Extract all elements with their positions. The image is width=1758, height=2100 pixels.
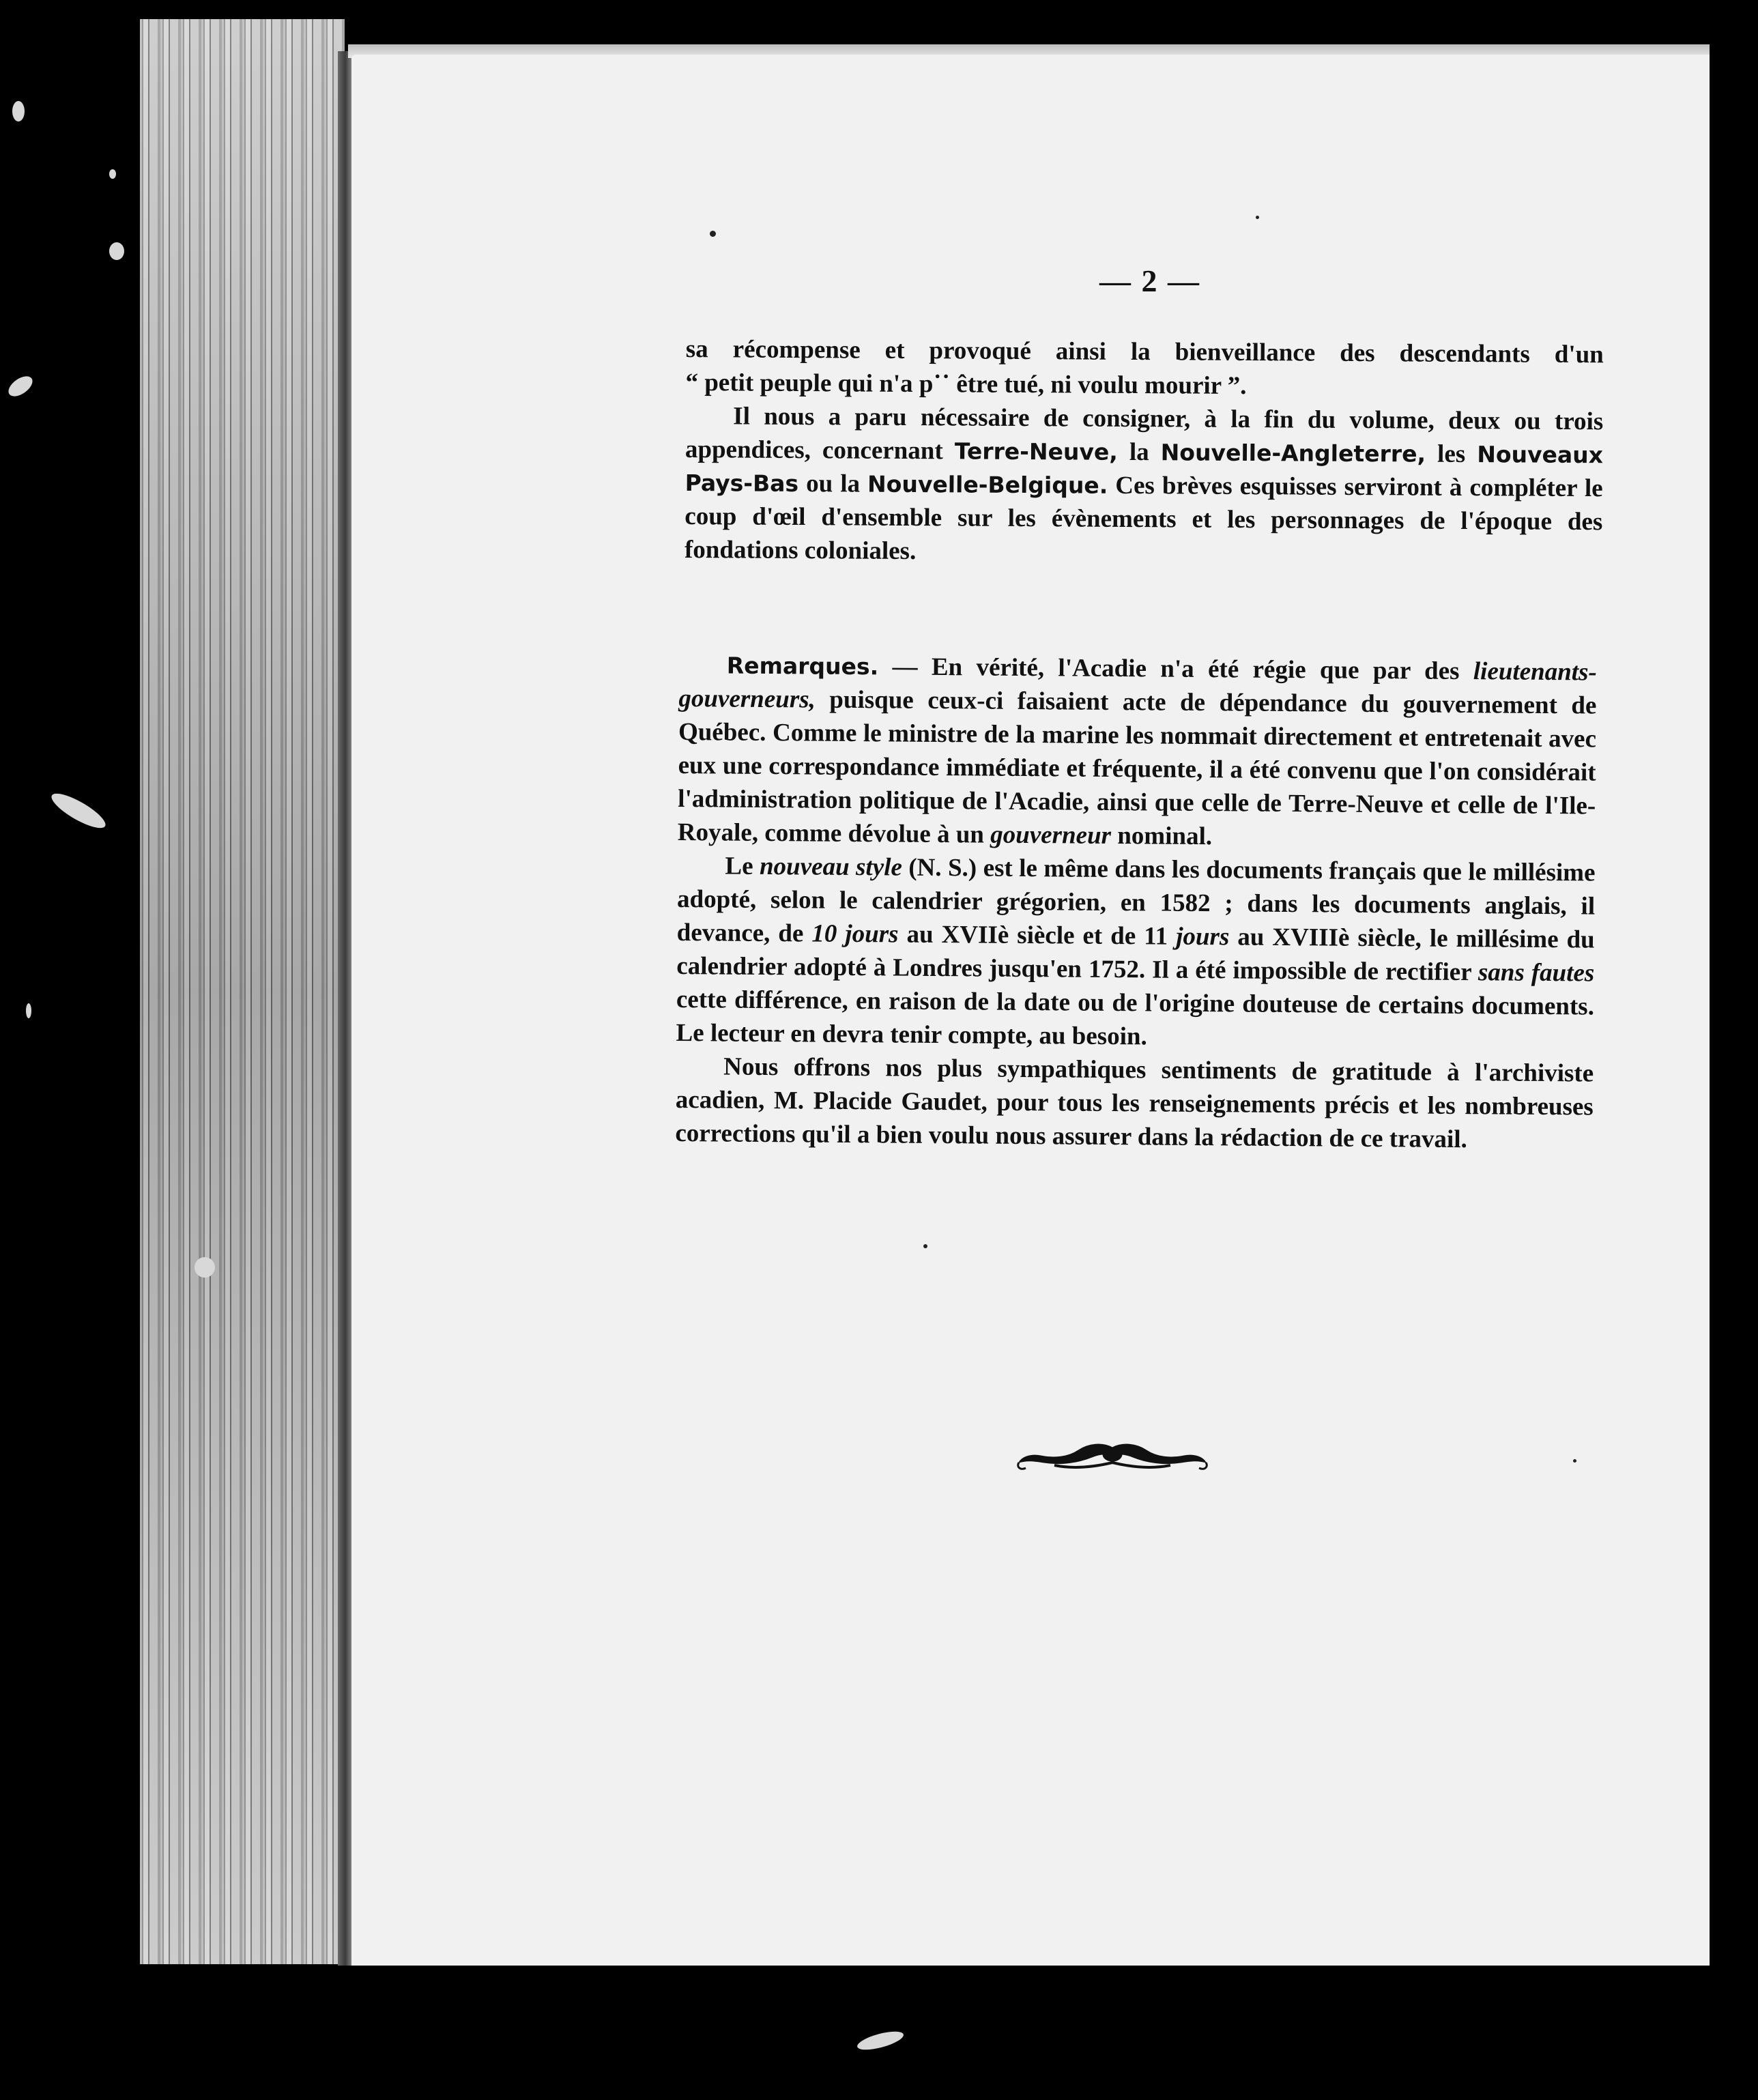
ink-dot [923, 1244, 927, 1248]
scan-speck [48, 788, 110, 834]
text-run: — En vérité, l'Acadie n'a été régie que par des [892, 652, 1460, 685]
intro-text [685, 332, 1604, 572]
text-run: les [1437, 440, 1466, 468]
italic-run: lieutenants-gouverneurs, [678, 657, 1597, 714]
term-nouvelle-belgique: Nouvelle-Belgique. [867, 470, 1108, 499]
italic-run: sans fautes [1478, 958, 1595, 988]
paragraph-1-line-1: sa récompense et provoqué ainsi la bienveillance des descendants d'un [685, 334, 1604, 369]
scan-speck [5, 373, 35, 401]
italic-run: jours [1175, 922, 1230, 951]
ink-dot [710, 231, 716, 237]
text-run: au XVIIè siècle et de 11 [906, 920, 1168, 951]
term-terre-neuve: Terre-Neuve, [954, 437, 1118, 465]
term-nouveaux-pays-bas: Nouveaux Pays-Bas [685, 441, 1604, 498]
text-run: Ces brèves esquisses serviront à compléter le coup d'œil d'ensemble sur les évènements et les personnages de l'époque des fondations coloniales. [684, 471, 1603, 566]
text-run: la [1129, 437, 1149, 467]
text-run: ou la [806, 470, 861, 498]
scan-speck [109, 242, 124, 260]
scan-speck [856, 2028, 906, 2053]
text-run: puisque ceux-ci faisaient acte de dépendance du gouvernement de Québec. Comme le ministre de la marine les nommait directement et entretenait avec eux une correspondance immédiate et fréquente, il a été convenu que l'on considérait l'administration politique de l'Acadie, ainsi que celle de Terre-Neuve et celle de l'Ile-Royale, comme dévolue à un [677, 685, 1597, 849]
decorative-flourish-icon [1013, 1435, 1211, 1476]
paragraph-1-end [685, 366, 1603, 405]
remarks-section [675, 648, 1597, 1157]
page-number: — 2 — [1099, 263, 1200, 298]
text-run: (N. S.) est le même dans les documents français que le millésime adopté, selon le calendrier grégorien, en 1582 ; dans les documents anglais, il devance, de [676, 853, 1596, 948]
text-run: nominal. [1117, 822, 1213, 851]
scan-speck [12, 101, 25, 121]
scan-speck [109, 169, 116, 179]
paragraph-1-line-2: “ petit peuple qui n'a p˙˙ être tué, ni voulu mourir ”. [685, 368, 1247, 401]
italic-run: gouverneur [990, 820, 1112, 850]
text-run: cette différence, en raison de la date ou de l'origine douteuse de certains documents. Le lecteur en devra tenir compte, au besoin. [676, 985, 1595, 1051]
book-binding-gutter [140, 19, 345, 1964]
remarques-heading: Remarques. [726, 652, 879, 680]
nouveau-style-paragraph [676, 849, 1595, 1057]
ink-dot [1573, 1459, 1576, 1463]
paragraph-1 [686, 332, 1604, 371]
italic-run: 10 jours [811, 919, 899, 949]
text-run: Le [725, 852, 753, 880]
text-run: au XVIIIè siècle, le millésime du calendrier adopté à Londres jusqu'en 1752. Il a été impossible de rectifier [676, 923, 1595, 987]
gratitude-paragraph [675, 1050, 1594, 1157]
page-edge-shadow [338, 51, 353, 1966]
scan-speck [26, 1003, 31, 1018]
italic-run: nouveau style [759, 852, 903, 882]
remarques-paragraph [678, 648, 1597, 857]
text-run: Il nous a paru nécessaire de consigner, à la fin du volume, deux ou trois appendices, concernant [685, 402, 1604, 465]
paragraph-2 [685, 399, 1603, 572]
ink-dot [1256, 216, 1259, 219]
term-nouvelle-angleterre: Nouvelle-Angleterre, [1160, 439, 1426, 468]
scan-speck [194, 1257, 215, 1278]
text-run: Nous offrons nos plus sympathiques sentiments de gratitude à l'archiviste acadien, M. Placide Gaudet, pour tous les renseignements précis et les nombreuses corrections qu'il a bien voulu nous assurer dans la rédaction de ce travail. [675, 1052, 1594, 1154]
